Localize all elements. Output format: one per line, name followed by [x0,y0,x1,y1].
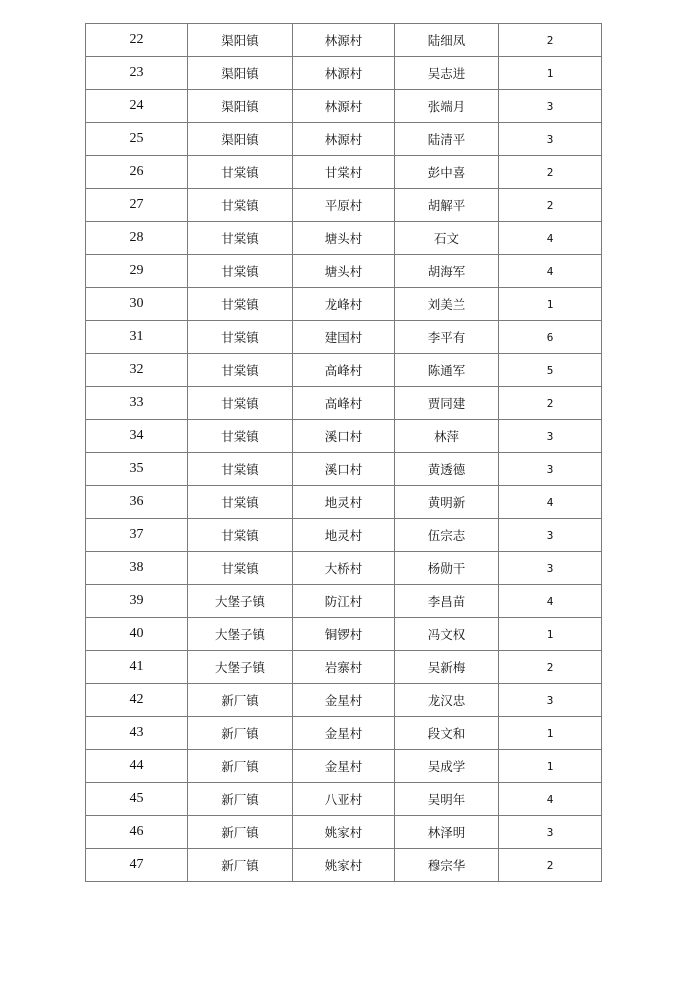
town-cell: 甘棠镇 [188,519,293,552]
count-cell: 1 [499,288,602,321]
table-row [86,189,602,222]
town-cell: 甘棠镇 [188,288,293,321]
table-row [86,123,602,156]
village-cell: 大桥村 [293,552,395,585]
table-row [86,24,602,57]
person-name-cell: 穆宗华 [395,849,499,882]
row-number-cell: 25 [86,123,188,156]
person-name-cell: 林泽明 [395,816,499,849]
town-cell: 新厂镇 [188,783,293,816]
town-cell: 甘棠镇 [188,321,293,354]
village-cell: 甘棠村 [293,156,395,189]
village-cell: 林源村 [293,57,395,90]
count-cell: 1 [499,57,602,90]
town-cell: 甘棠镇 [188,189,293,222]
table-row [86,519,602,552]
village-cell: 溪口村 [293,420,395,453]
count-cell: 1 [499,717,602,750]
count-cell: 3 [499,453,602,486]
town-cell: 甘棠镇 [188,453,293,486]
village-cell: 林源村 [293,123,395,156]
table-row [86,354,602,387]
table-row [86,651,602,684]
table-row [86,750,602,783]
person-name-cell: 林萍 [395,420,499,453]
person-name-cell: 胡海军 [395,255,499,288]
row-number-cell: 38 [86,552,188,585]
table-row [86,486,602,519]
count-cell: 2 [499,651,602,684]
village-cell: 高峰村 [293,387,395,420]
count-cell: 6 [499,321,602,354]
row-number-cell: 31 [86,321,188,354]
village-cell: 林源村 [293,24,395,57]
count-cell: 2 [499,387,602,420]
count-cell: 4 [499,585,602,618]
town-cell: 新厂镇 [188,849,293,882]
row-number-cell: 45 [86,783,188,816]
town-cell: 甘棠镇 [188,255,293,288]
count-cell: 3 [499,816,602,849]
count-cell: 2 [499,24,602,57]
table-row [86,684,602,717]
row-number-cell: 23 [86,57,188,90]
row-number-cell: 22 [86,24,188,57]
count-cell: 4 [499,255,602,288]
person-name-cell: 陆清平 [395,123,499,156]
person-name-cell: 吴新梅 [395,651,499,684]
person-name-cell: 陆细凤 [395,24,499,57]
row-number-cell: 24 [86,90,188,123]
table-row [86,783,602,816]
data-table [85,23,602,882]
village-cell: 平原村 [293,189,395,222]
person-name-cell: 李平有 [395,321,499,354]
table-row [86,255,602,288]
person-name-cell: 石文 [395,222,499,255]
village-cell: 溪口村 [293,453,395,486]
village-cell: 金星村 [293,750,395,783]
table-row [86,57,602,90]
table-row [86,618,602,651]
person-name-cell: 贾同建 [395,387,499,420]
table-row [86,420,602,453]
count-cell: 3 [499,420,602,453]
village-cell: 金星村 [293,717,395,750]
village-cell: 金星村 [293,684,395,717]
town-cell: 渠阳镇 [188,24,293,57]
count-cell: 3 [499,123,602,156]
person-name-cell: 李昌苗 [395,585,499,618]
row-number-cell: 32 [86,354,188,387]
count-cell: 3 [499,519,602,552]
table-row [86,453,602,486]
village-cell: 防江村 [293,585,395,618]
town-cell: 大堡子镇 [188,651,293,684]
row-number-cell: 44 [86,750,188,783]
town-cell: 大堡子镇 [188,618,293,651]
table-row [86,387,602,420]
village-cell: 铜锣村 [293,618,395,651]
person-name-cell: 吴成学 [395,750,499,783]
row-number-cell: 36 [86,486,188,519]
village-cell: 高峰村 [293,354,395,387]
table-row [86,585,602,618]
row-number-cell: 28 [86,222,188,255]
town-cell: 新厂镇 [188,750,293,783]
person-name-cell: 段文和 [395,717,499,750]
village-cell: 姚家村 [293,816,395,849]
person-name-cell: 杨勋干 [395,552,499,585]
village-cell: 塘头村 [293,222,395,255]
count-cell: 3 [499,684,602,717]
town-cell: 新厂镇 [188,684,293,717]
person-name-cell: 龙汉忠 [395,684,499,717]
count-cell: 1 [499,618,602,651]
table-row [86,849,602,882]
town-cell: 甘棠镇 [188,387,293,420]
count-cell: 3 [499,552,602,585]
row-number-cell: 42 [86,684,188,717]
row-number-cell: 29 [86,255,188,288]
person-name-cell: 陈通军 [395,354,499,387]
town-cell: 甘棠镇 [188,486,293,519]
table-row [86,156,602,189]
village-cell: 建国村 [293,321,395,354]
town-cell: 大堡子镇 [188,585,293,618]
row-number-cell: 34 [86,420,188,453]
table-row [86,321,602,354]
row-number-cell: 39 [86,585,188,618]
person-name-cell: 黄透德 [395,453,499,486]
row-number-cell: 46 [86,816,188,849]
town-cell: 甘棠镇 [188,420,293,453]
row-number-cell: 43 [86,717,188,750]
village-cell: 八亚村 [293,783,395,816]
town-cell: 甘棠镇 [188,354,293,387]
count-cell: 4 [499,222,602,255]
count-cell: 2 [499,156,602,189]
table-row [86,816,602,849]
row-number-cell: 40 [86,618,188,651]
row-number-cell: 33 [86,387,188,420]
person-name-cell: 冯文权 [395,618,499,651]
table-row [86,552,602,585]
table-row [86,90,602,123]
count-cell: 4 [499,486,602,519]
town-cell: 甘棠镇 [188,156,293,189]
count-cell: 5 [499,354,602,387]
person-name-cell: 胡解平 [395,189,499,222]
town-cell: 新厂镇 [188,717,293,750]
town-cell: 新厂镇 [188,816,293,849]
person-name-cell: 刘美兰 [395,288,499,321]
person-name-cell: 伍宗志 [395,519,499,552]
row-number-cell: 37 [86,519,188,552]
row-number-cell: 47 [86,849,188,882]
count-cell: 3 [499,90,602,123]
village-cell: 岩寨村 [293,651,395,684]
row-number-cell: 35 [86,453,188,486]
count-cell: 1 [499,750,602,783]
town-cell: 渠阳镇 [188,57,293,90]
town-cell: 渠阳镇 [188,123,293,156]
count-cell: 2 [499,849,602,882]
row-number-cell: 27 [86,189,188,222]
village-cell: 塘头村 [293,255,395,288]
row-number-cell: 26 [86,156,188,189]
person-name-cell: 彭中喜 [395,156,499,189]
table-row [86,717,602,750]
town-cell: 渠阳镇 [188,90,293,123]
village-cell: 地灵村 [293,486,395,519]
town-cell: 甘棠镇 [188,552,293,585]
person-name-cell: 吴志进 [395,57,499,90]
count-cell: 2 [499,189,602,222]
table-body [86,24,602,882]
village-cell: 地灵村 [293,519,395,552]
table-row [86,222,602,255]
village-cell: 林源村 [293,90,395,123]
count-cell: 4 [499,783,602,816]
row-number-cell: 41 [86,651,188,684]
town-cell: 甘棠镇 [188,222,293,255]
person-name-cell: 张端月 [395,90,499,123]
village-cell: 姚家村 [293,849,395,882]
person-name-cell: 吴明年 [395,783,499,816]
row-number-cell: 30 [86,288,188,321]
village-cell: 龙峰村 [293,288,395,321]
person-name-cell: 黄明新 [395,486,499,519]
table-row [86,288,602,321]
